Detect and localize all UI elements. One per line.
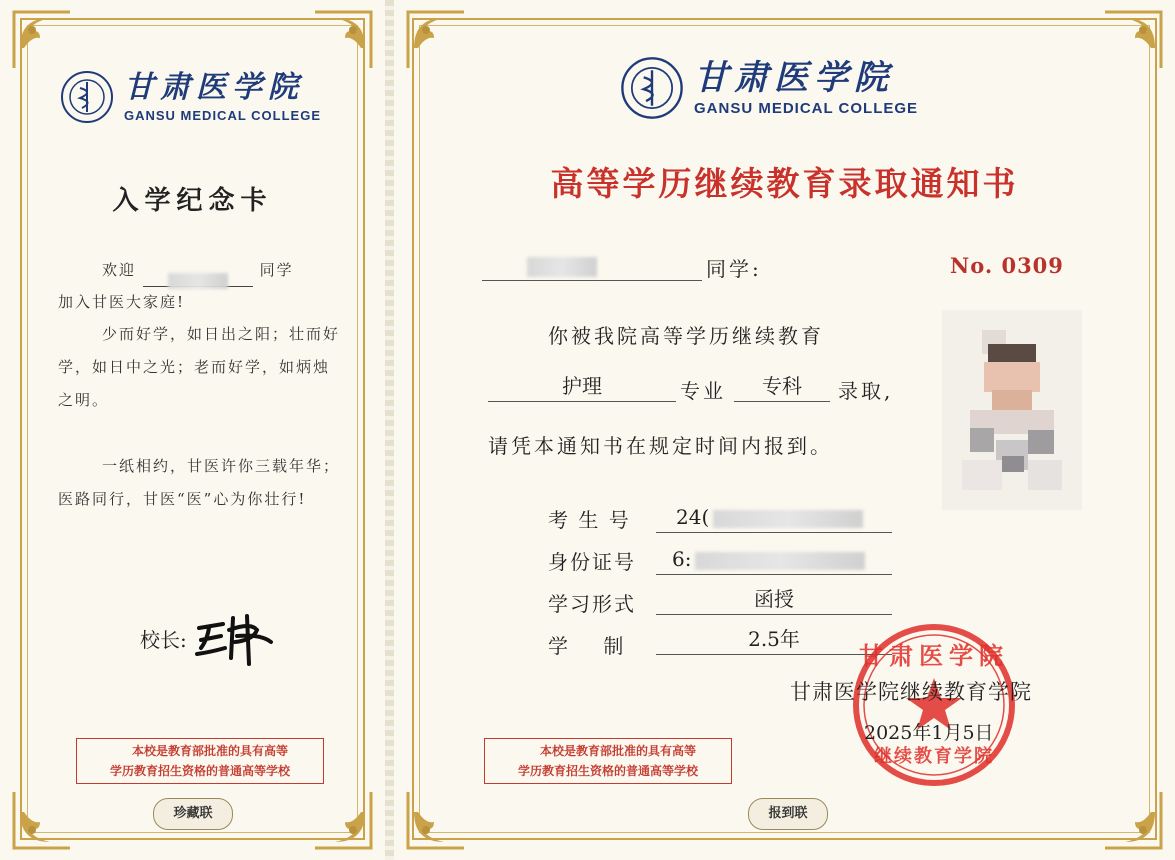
student-photo — [942, 310, 1082, 510]
field-value-study-mode: 函授 — [656, 584, 892, 615]
seal-text-top: 甘肃医学院 — [859, 641, 1009, 670]
president-label: 校长: — [140, 627, 187, 652]
field-label-exam-id: 考 生 号 — [548, 508, 631, 532]
paragraph-promise: 一纸相约，甘医许你三载年华；医路同行，甘医“医”心为你壮行! — [58, 457, 341, 508]
admission-line1: 你被我院高等学历继续教育 — [548, 324, 824, 348]
admission-line3: 请凭本通知书在规定时间内报到。 — [488, 434, 833, 458]
school-name-cn: 甘肃医学院 — [124, 69, 304, 105]
school-logo — [60, 70, 321, 124]
major-label: 专业 — [680, 379, 726, 403]
president-signature-block — [140, 608, 281, 668]
welcome-line: 欢迎 同学 — [58, 254, 342, 287]
field-value-exam-id: 24( — [656, 502, 892, 533]
perforation-line — [385, 0, 394, 860]
student-suffix: 同学: — [706, 257, 762, 281]
commemorative-card-stub — [0, 0, 385, 860]
school-logo — [620, 56, 918, 120]
school-emblem-icon — [620, 56, 684, 120]
corner-ornament-icon — [1101, 8, 1165, 72]
school-name-en: GANSU MEDICAL COLLEGE — [694, 99, 919, 117]
admit-label: 录取, — [838, 379, 894, 403]
join-line: 加入甘医大家庭! — [58, 293, 186, 311]
issue-date: 2025年1月5日 — [864, 722, 994, 744]
school-emblem-icon — [60, 70, 114, 124]
accreditation-notice: 本校是教育部批准的具有高等 学历教育招生资格的普通高等学校 — [76, 738, 324, 784]
corner-ornament-icon — [311, 8, 375, 72]
stub-label-badge: 珍藏联 — [153, 798, 233, 830]
seal-text-bottom: 继续教育学院 — [874, 746, 994, 767]
corner-ornament-icon — [10, 8, 74, 72]
corner-ornament-icon — [404, 8, 468, 72]
page-title: 高等学历继续教育录取通知书 — [550, 164, 1019, 203]
border-frame-inner — [27, 25, 358, 833]
field-label-id-number: 身份证号 — [548, 550, 636, 574]
school-name-cn: 甘肃医学院 — [694, 57, 894, 98]
corner-ornament-icon — [311, 788, 375, 852]
field-value-duration: 2.5年 — [656, 624, 892, 655]
corner-ornament-icon — [404, 788, 468, 852]
accreditation-notice: 本校是教育部批准的具有高等 学历教育招生资格的普通高等学校 — [484, 738, 732, 784]
student-name-blank — [143, 264, 253, 287]
field-value-id-number: 6: — [656, 544, 892, 575]
notice-number: No. 0309 — [950, 253, 1064, 278]
school-name-en: GANSU MEDICAL COLLEGE — [124, 107, 321, 123]
handwritten-signature — [191, 608, 281, 668]
field-label-study-mode: 学习形式 — [548, 592, 636, 616]
issuer-name: 甘肃医学院继续教育学院 — [790, 680, 1032, 704]
level-field: 专科 — [734, 371, 830, 402]
field-label-duration: 学 制 — [548, 634, 626, 658]
paragraph-learning: 少而好学，如日出之阳；壮而好学，如日中之光；老而好学，如炳烛之明。 — [58, 325, 341, 409]
card-title: 入学纪念卡 — [112, 186, 273, 216]
student-name-blank — [482, 250, 702, 281]
corner-ornament-icon — [10, 788, 74, 852]
stub-label-badge: 报到联 — [748, 798, 828, 830]
admission-notice — [394, 0, 1175, 860]
major-field: 护理 — [488, 371, 676, 402]
corner-ornament-icon — [1101, 788, 1165, 852]
